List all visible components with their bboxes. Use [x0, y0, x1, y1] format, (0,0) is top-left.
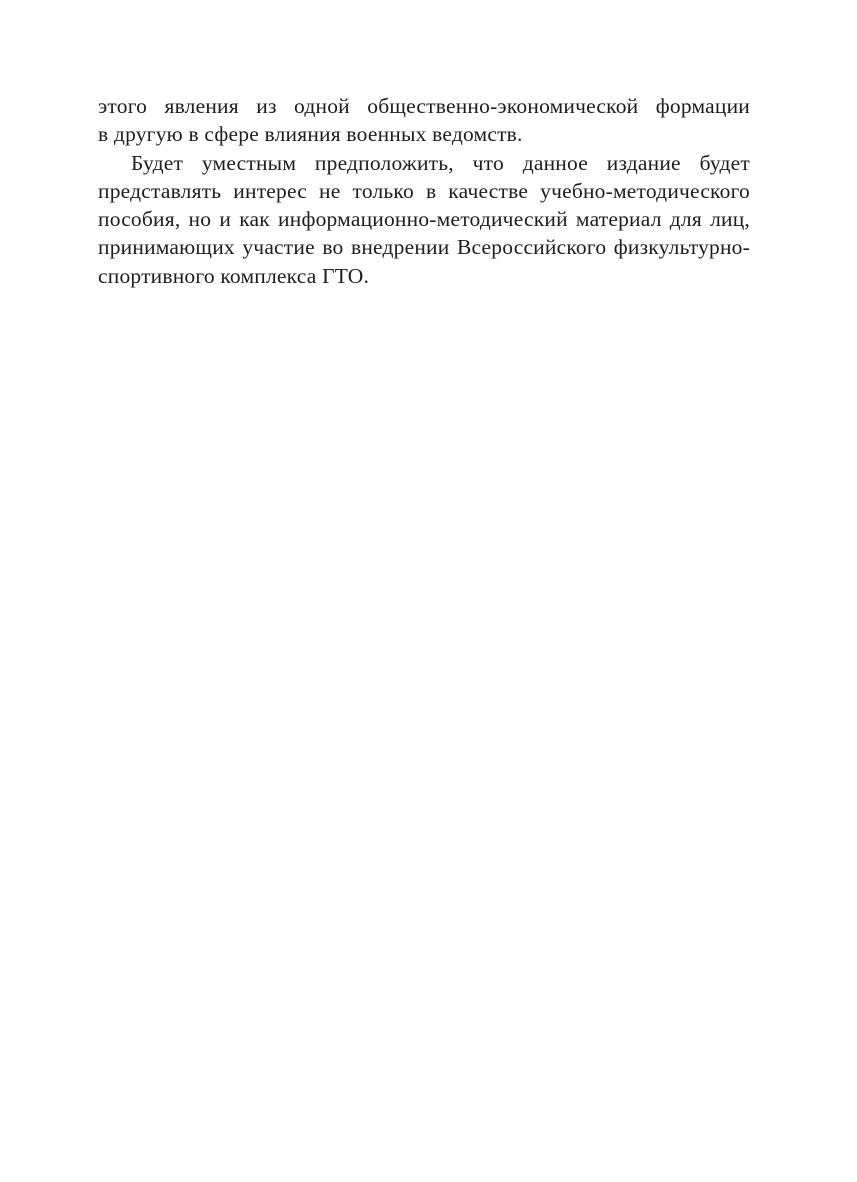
text-line: принимающих участие во внедрении Всероссийского физкультурно-: [98, 235, 750, 260]
text-line: Будет уместным предположить, что данное издание будет: [131, 150, 750, 175]
text-line: представлять интерес не только в качестве учебно-методического: [98, 178, 750, 203]
body-text-block: [98, 92, 750, 290]
text-line: этого явления из одной общественно-экономической формации: [98, 94, 750, 118]
text-line: в другую в сфере влияния военных ведомств.: [98, 122, 523, 147]
text-line: пособия, но и как информационно-методический материал для лиц,: [98, 207, 750, 232]
text-line: спортивного комплекса ГТО.: [98, 263, 370, 288]
